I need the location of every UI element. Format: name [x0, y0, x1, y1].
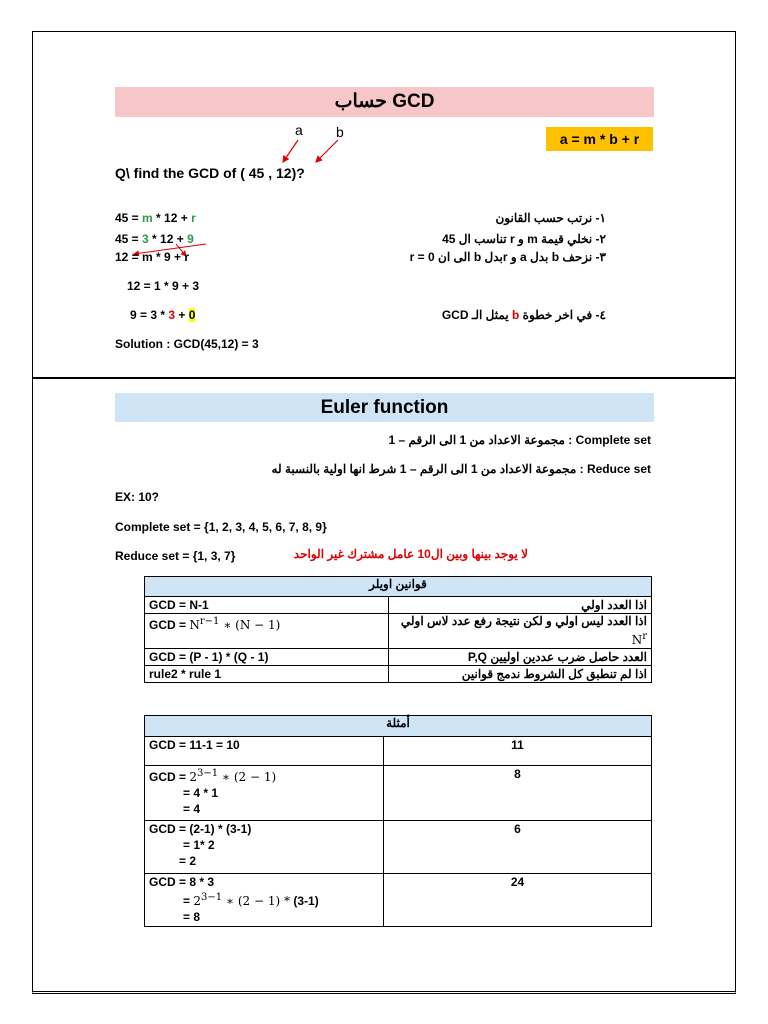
- equation-2: 45 = 3 * 12 + 9: [115, 232, 194, 246]
- rules-table-header: قوانين اويلر: [145, 577, 652, 597]
- equation-4: 12 = 1 * 9 + 3: [127, 279, 200, 293]
- section-divider: [32, 377, 736, 379]
- reduce-set: Reduce set = {1, 3, 7}: [115, 549, 236, 563]
- step-4: ٤- في اخر خطوة b يمثل الـ GCD: [441, 308, 606, 322]
- gcd-formula: a = m * b + r: [546, 127, 653, 151]
- rule-condition: اذا العدد اولي: [389, 597, 652, 614]
- example-number: 6: [384, 821, 652, 874]
- example-work: GCD = (2-1) * (3-1) = 1* 2 = 2: [145, 821, 384, 874]
- gcd-solution: Solution : GCD(45,12) = 3: [115, 337, 259, 351]
- equation-5: 9 = 3 * 3 + 0: [130, 308, 196, 322]
- table-row: [145, 821, 652, 874]
- gcd-title: حساب GCD: [115, 87, 654, 117]
- pointer-arrows: [270, 134, 350, 168]
- equation-1: 45 = m * 12 + r: [115, 211, 196, 225]
- example-work: GCD = 8 * 3 = $2^{3-1}$ ∗ (2 − 1) * (3-1) = 8: [145, 874, 384, 927]
- table-row: [145, 614, 652, 649]
- complete-set-definition: Complete set : مجموعة الاعداد من 1 الى الرقم – 1: [388, 433, 651, 447]
- reduce-set-note: لا يوجد بينها وبين ال10 عامل مشترك غير الواحد: [293, 547, 528, 561]
- label-b: b: [336, 124, 344, 140]
- rule-formula: rule2 * rule 1: [145, 666, 389, 683]
- table-row: [145, 666, 652, 683]
- step-3: ٣- نزحف b بدل a و rبدل b الى ان 0 = r: [409, 250, 606, 264]
- example-number: 24: [384, 874, 652, 927]
- rule-condition: العدد حاصل ضرب عددين اوليين P,Q: [389, 649, 652, 666]
- euler-title: Euler function: [115, 393, 654, 422]
- complete-set: Complete set = {1, 2, 3, 4, 5, 6, 7, 8, 9}: [115, 520, 327, 534]
- reduce-set-definition: Reduce set : مجموعة الاعداد من 1 الى الرقم – 1 شرط انها اولية بالنسبة له: [271, 462, 651, 476]
- example-number: 8: [384, 766, 652, 821]
- rule-condition: اذا لم تنطبق كل الشروط ندمج قوانين: [389, 666, 652, 683]
- step-2: ٢- نخلي قيمة m و r تناسب ال 45: [442, 232, 606, 246]
- examples-table: [144, 715, 652, 927]
- example-work: GCD = 11-1 = 10: [145, 737, 384, 766]
- table-row: [145, 874, 652, 927]
- table-row: [145, 737, 652, 766]
- rule-formula: GCD = (P - 1) * (Q - 1): [145, 649, 389, 666]
- step-1: ١- نرتب حسب القانون: [495, 211, 606, 225]
- examples-table-header: أمثلة: [145, 716, 652, 737]
- example-number: 11: [384, 737, 652, 766]
- euler-rules-table: [144, 576, 652, 683]
- rule-condition: اذا العدد ليس اولي و لكن نتيجة رفع عدد لاس اولي $N^r$: [389, 614, 652, 649]
- table-row: [145, 597, 652, 614]
- label-a: a: [295, 122, 303, 138]
- equation-3: 12 = m * 9 + r: [115, 250, 190, 264]
- euler-example: EX: 10?: [115, 490, 160, 504]
- gcd-question: Q\ find the GCD of ( 45 , 12)?: [115, 165, 305, 181]
- table-row: [145, 766, 652, 821]
- rule-formula: GCD = N-1: [145, 597, 389, 614]
- rule-formula: GCD = $N^{r-1}$ ∗ (N − 1): [145, 614, 389, 649]
- example-work: GCD = $2^{3-1}$ ∗ (2 − 1) = 4 * 1 = 4: [145, 766, 384, 821]
- table-row: [145, 649, 652, 666]
